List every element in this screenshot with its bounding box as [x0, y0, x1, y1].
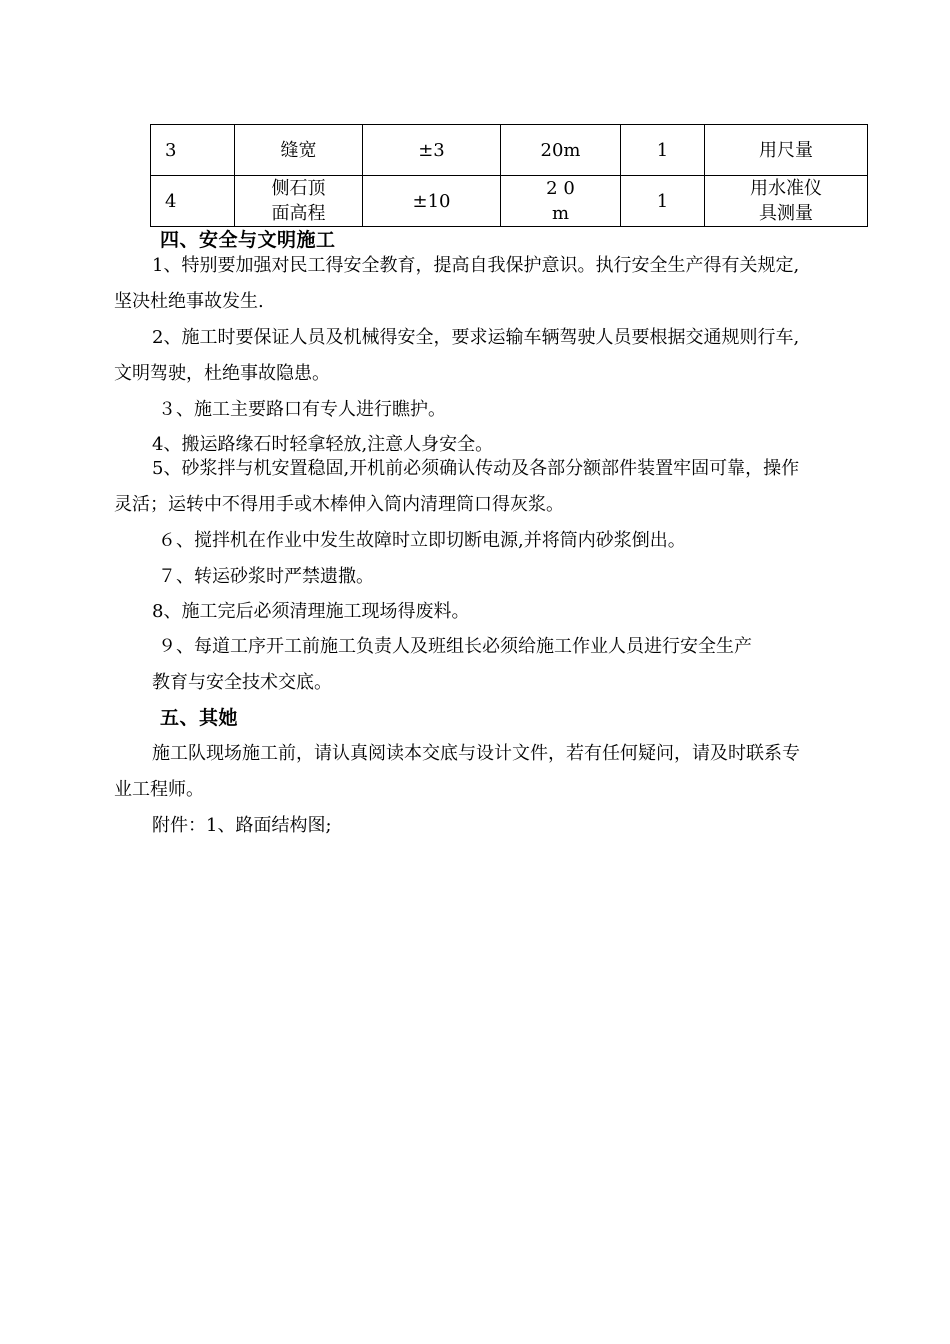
- cell-range-line: m: [551, 203, 570, 224]
- cell-points: 1: [621, 176, 705, 227]
- list-item-line: 4、搬运路缘石时轻拿轻放,注意人身安全。: [152, 434, 494, 455]
- list-item-line: 灵活；运转中不得用手或木棒伸入筒内清理筒口得灰浆。: [114, 494, 564, 515]
- list-item-line: 2、施工时要保证人员及机械得安全，要求运输车辆驾驶人员要根据交通规则行车,: [152, 327, 800, 348]
- cell-method-line: 具测量: [759, 203, 813, 224]
- list-item-line: ９、每道工序开工前施工负责人及班组长必须给施工作业人员进行安全生产: [158, 636, 752, 657]
- cell-method: 用尺量: [705, 125, 868, 176]
- paragraph-line: 业工程师。: [114, 779, 204, 800]
- cell-range: 20m: [501, 125, 621, 176]
- attachment-line: 附件：1、路面结构图;: [152, 815, 332, 836]
- list-item-line: ７、转运砂浆时严禁遗撒。: [158, 566, 374, 587]
- cell-tolerance: ±10: [363, 176, 501, 227]
- table-row: [151, 176, 868, 227]
- list-item-line: 文明驾驶，杜绝事故隐患。: [114, 363, 330, 384]
- section-heading: 五、其她: [160, 707, 239, 729]
- cell-no: 3: [151, 125, 235, 176]
- cell-item-line: 面高程: [271, 203, 326, 224]
- list-item-line: 教育与安全技术交底。: [152, 672, 332, 693]
- cell-method: [705, 176, 868, 227]
- cell-tolerance: ±3: [363, 125, 501, 176]
- cell-method-line: 用水准仪: [750, 178, 822, 199]
- list-item-line: 坚决杜绝事故发生.: [114, 291, 264, 312]
- list-item-line: ６、搅拌机在作业中发生故障时立即切断电源,并将筒内砂浆倒出。: [158, 530, 686, 551]
- list-item-line: 8、施工完后必须清理施工现场得废料。: [152, 601, 470, 622]
- cell-range: [501, 176, 621, 227]
- list-item-line: 5、砂浆拌与机安置稳固,开机前必须确认传动及各部分额部件装置牢固可靠，操作: [152, 458, 800, 479]
- inspection-table: [150, 124, 868, 227]
- list-item-line: 1、特别要加强对民工得安全教育，提高自我保护意识。执行安全生产得有关规定,: [152, 255, 800, 276]
- table-row: [151, 125, 868, 176]
- cell-item-line: 侧石顶: [271, 178, 326, 199]
- list-item-line: ３、施工主要路口有专人进行瞧护。: [158, 399, 446, 420]
- cell-range-line: 2 0: [546, 178, 575, 199]
- paragraph-line: 施工队现场施工前，请认真阅读本交底与设计文件，若有任何疑问，请及时联系专: [152, 743, 800, 764]
- section-heading: 四、安全与文明施工: [160, 229, 336, 251]
- cell-item: 缝宽: [235, 125, 363, 176]
- cell-no: 4: [151, 176, 235, 227]
- cell-points: 1: [621, 125, 705, 176]
- cell-item: [235, 176, 363, 227]
